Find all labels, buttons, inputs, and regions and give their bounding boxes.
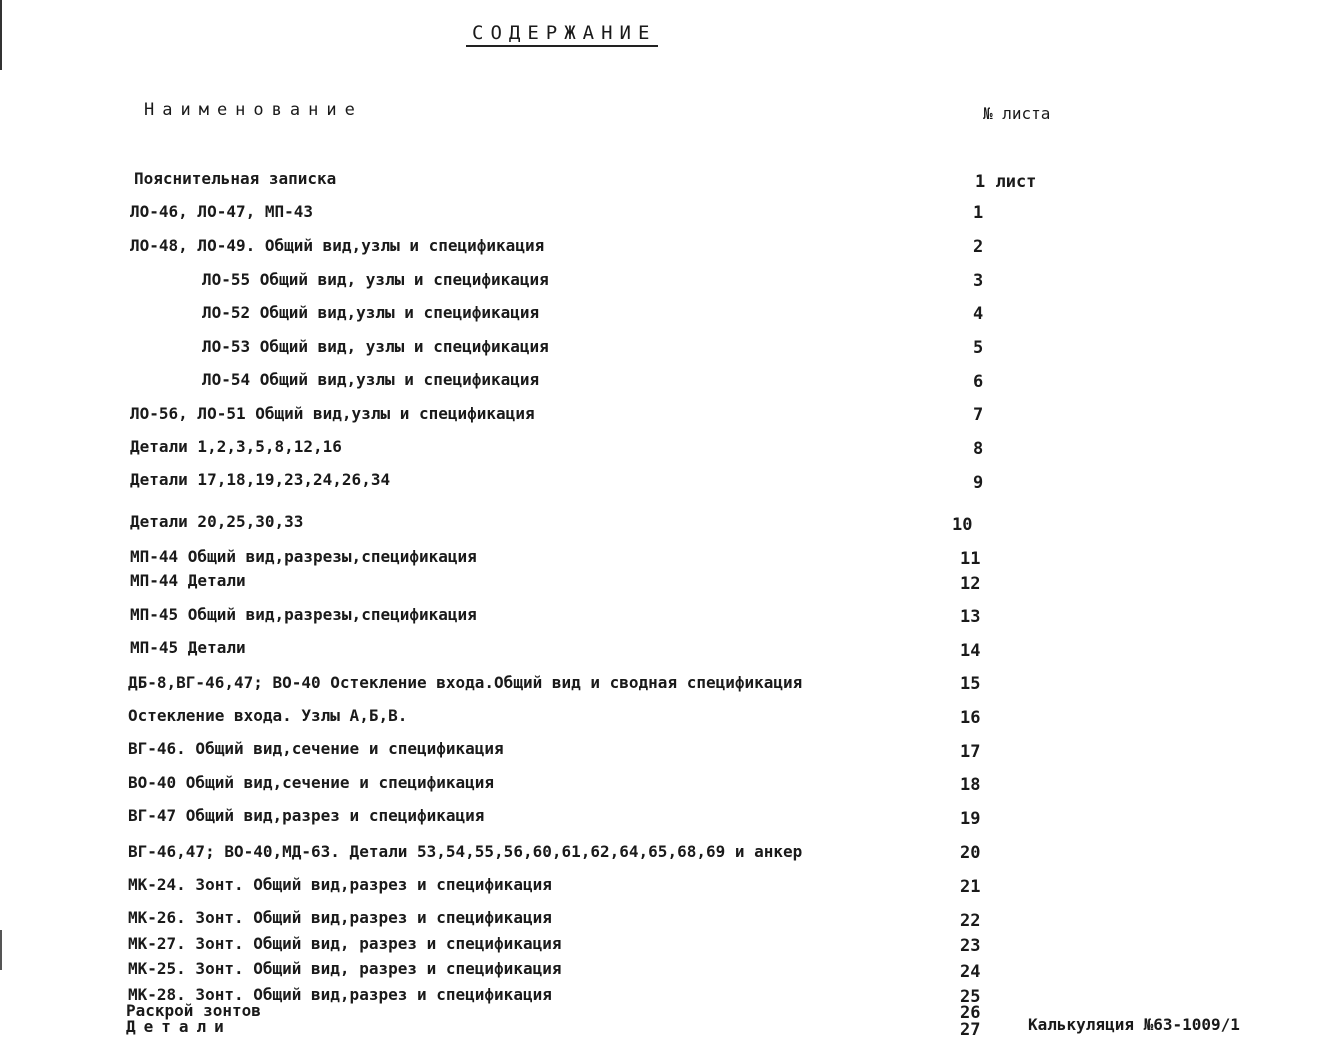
calculation-reference: Калькуляция №63-1009/1	[1028, 1015, 1240, 1034]
entry-name: МК-25. Зонт. Общий вид, разрез и спецификация	[128, 959, 562, 978]
entry-name: ДБ-8,ВГ-46,47; ВО-40 Остекление входа.Общий вид и сводная спецификация	[128, 673, 803, 692]
entry-sheet: 23	[960, 936, 981, 956]
entry-sheet: 7	[973, 405, 984, 425]
entry-name: Раскрой зонтов	[126, 1001, 261, 1020]
entry-name: ЛО-48, ЛО-49. Общий вид,узлы и спецификация	[130, 236, 545, 255]
entry-name: ЛО-54 Общий вид,узлы и спецификация	[202, 370, 540, 389]
entry-name: Остекление входа. Узлы А,Б,В.	[128, 706, 408, 725]
entry-sheet: 13	[960, 607, 981, 627]
entry-name: ВГ-47 Общий вид,разрез и спецификация	[128, 806, 485, 825]
entry-sheet: 5	[973, 338, 984, 358]
entry-name: Детали 17,18,19,23,24,26,34	[130, 470, 391, 489]
entry-name: МК-28. Зонт. Общий вид,разрез и спецификация	[128, 985, 552, 1004]
entry-name: ВГ-46,47; ВО-40,МД-63. Детали 53,54,55,56,60,61,62,64,65,68,69 и анкер	[128, 842, 803, 861]
sheet-column-header: № листа	[983, 104, 1051, 123]
entry-sheet: 17	[960, 742, 981, 762]
name-column-header: Наименование	[144, 100, 363, 120]
entry-name: МП-45 Общий вид,разрезы,спецификация	[130, 605, 477, 624]
entry-name: ЛО-55 Общий вид, узлы и спецификация	[202, 270, 549, 289]
entry-name: ЛО-52 Общий вид,узлы и спецификация	[202, 303, 540, 322]
entry-sheet: 9	[973, 473, 984, 493]
entry-name: Пояснительная записка	[134, 169, 337, 188]
entry-sheet: 20	[960, 843, 981, 863]
entry-sheet: 21	[960, 877, 981, 897]
entry-sheet: 18	[960, 775, 981, 795]
entry-sheet: 11	[960, 549, 981, 569]
entry-name: ВО-40 Общий вид,сечение и спецификация	[128, 773, 495, 792]
entry-sheet: 22	[960, 911, 981, 931]
entry-sheet: 27	[960, 1020, 981, 1040]
entry-sheet: 1 лист	[975, 172, 1037, 192]
entry-sheet: 10	[952, 515, 973, 535]
entry-sheet: 6	[973, 372, 984, 392]
entry-sheet: 15	[960, 674, 981, 694]
entry-name: МП-44 Детали	[130, 571, 246, 590]
entry-name: Детали	[126, 1017, 232, 1036]
entry-sheet: 3	[973, 271, 984, 291]
left-margin-rule-lower	[0, 930, 2, 970]
entry-sheet: 19	[960, 809, 981, 829]
entry-name: ЛО-56, ЛО-51 Общий вид,узлы и спецификация	[130, 404, 535, 423]
entry-name: МК-26. Зонт. Общий вид,разрез и спецификация	[128, 908, 552, 927]
entry-sheet: 26	[960, 1003, 981, 1023]
left-margin-rule	[0, 0, 2, 70]
entry-sheet: 4	[973, 304, 984, 324]
entry-name: МП-44 Общий вид,разрезы,спецификация	[130, 547, 477, 566]
entry-sheet: 24	[960, 962, 981, 982]
entry-sheet: 2	[973, 237, 984, 257]
entry-name: МК-24. Зонт. Общий вид,разрез и спецификация	[128, 875, 552, 894]
entry-sheet: 14	[960, 641, 981, 661]
entry-name: МП-45 Детали	[130, 638, 246, 657]
entry-name: МК-27. Зонт. Общий вид, разрез и спецификация	[128, 934, 562, 953]
entry-name: ЛО-53 Общий вид, узлы и спецификация	[202, 337, 549, 356]
entry-name: Детали 1,2,3,5,8,12,16	[130, 437, 342, 456]
entry-sheet: 25	[960, 987, 981, 1007]
entry-sheet: 12	[960, 574, 981, 594]
entry-name: ЛО-46, ЛО-47, МП-43	[130, 202, 314, 221]
entry-sheet: 1	[973, 203, 984, 223]
entry-name: ВГ-46. Общий вид,сечение и спецификация	[128, 739, 504, 758]
entry-sheet: 16	[960, 708, 981, 728]
entry-name: Детали 20,25,30,33	[130, 512, 304, 531]
entry-sheet: 8	[973, 439, 984, 459]
page-title: СОДЕРЖАНИЕ	[466, 22, 658, 47]
